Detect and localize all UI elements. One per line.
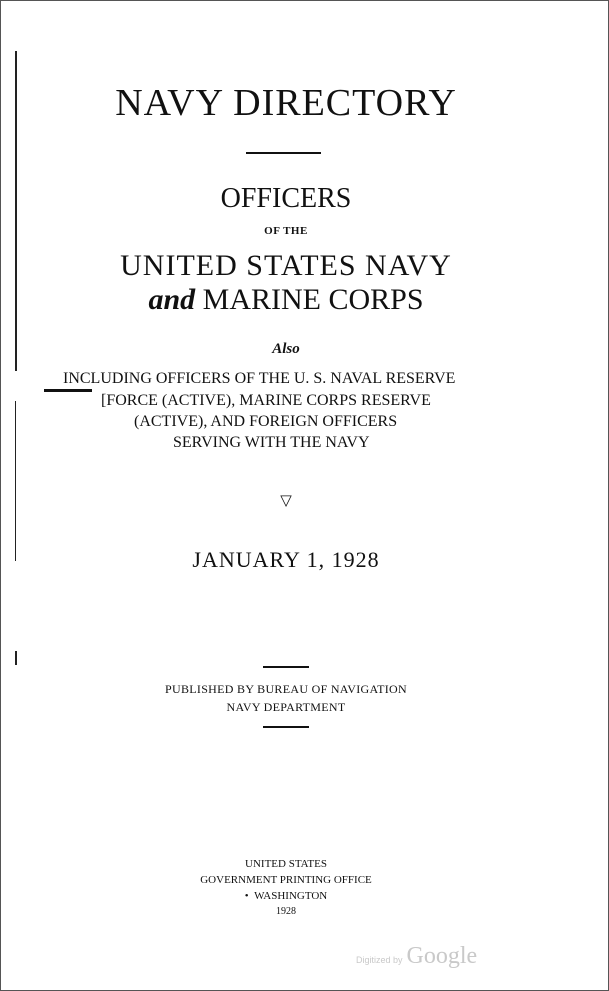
google-watermark: [356, 943, 477, 970]
imprint-line-4: 1928: [276, 906, 296, 917]
page-title: NAVY DIRECTORY: [115, 82, 457, 124]
divider: [263, 666, 309, 668]
divider: [263, 726, 309, 728]
handwritten-mark: [44, 389, 92, 392]
and-word: and: [148, 283, 196, 316]
also-text: Also: [272, 341, 300, 357]
divider: [246, 152, 321, 154]
binding-edge: [15, 651, 17, 665]
marine-line: [1, 283, 571, 317]
ornament-icon: ▽: [280, 493, 292, 509]
marine-corps-text: MARINE CORPS: [202, 283, 424, 316]
imprint-line-1: UNITED STATES: [245, 858, 327, 870]
digitized-by-text: Digitized by: [356, 955, 403, 965]
including-line-1: INCLUDING OFFICERS OF THE U. S. NAVAL RESERVE: [63, 370, 456, 387]
imprint-line-2: GOVERNMENT PRINTING OFFICE: [200, 874, 372, 886]
google-logo: Google: [406, 943, 478, 969]
including-line-2: [FORCE (ACTIVE), MARINE CORPS RESERVE: [101, 392, 431, 409]
binding-edge: [15, 401, 16, 561]
heading-officers: OFFICERS: [220, 183, 352, 214]
including-line-4: SERVING WITH THE NAVY: [173, 434, 370, 451]
bullet-icon: •: [244, 890, 249, 902]
publication-date: JANUARY 1, 1928: [192, 547, 380, 572]
imprint-washington: WASHINGTON: [254, 890, 328, 902]
of-the-text: OF THE: [264, 225, 308, 237]
navy-line: UNITED STATES NAVY: [120, 249, 452, 282]
including-line-3: (ACTIVE), AND FOREIGN OFFICERS: [134, 413, 398, 430]
imprint-line-3: [1, 890, 571, 902]
publisher-line: PUBLISHED BY BUREAU OF NAVIGATION: [165, 682, 407, 696]
department-line: NAVY DEPARTMENT: [226, 700, 346, 714]
